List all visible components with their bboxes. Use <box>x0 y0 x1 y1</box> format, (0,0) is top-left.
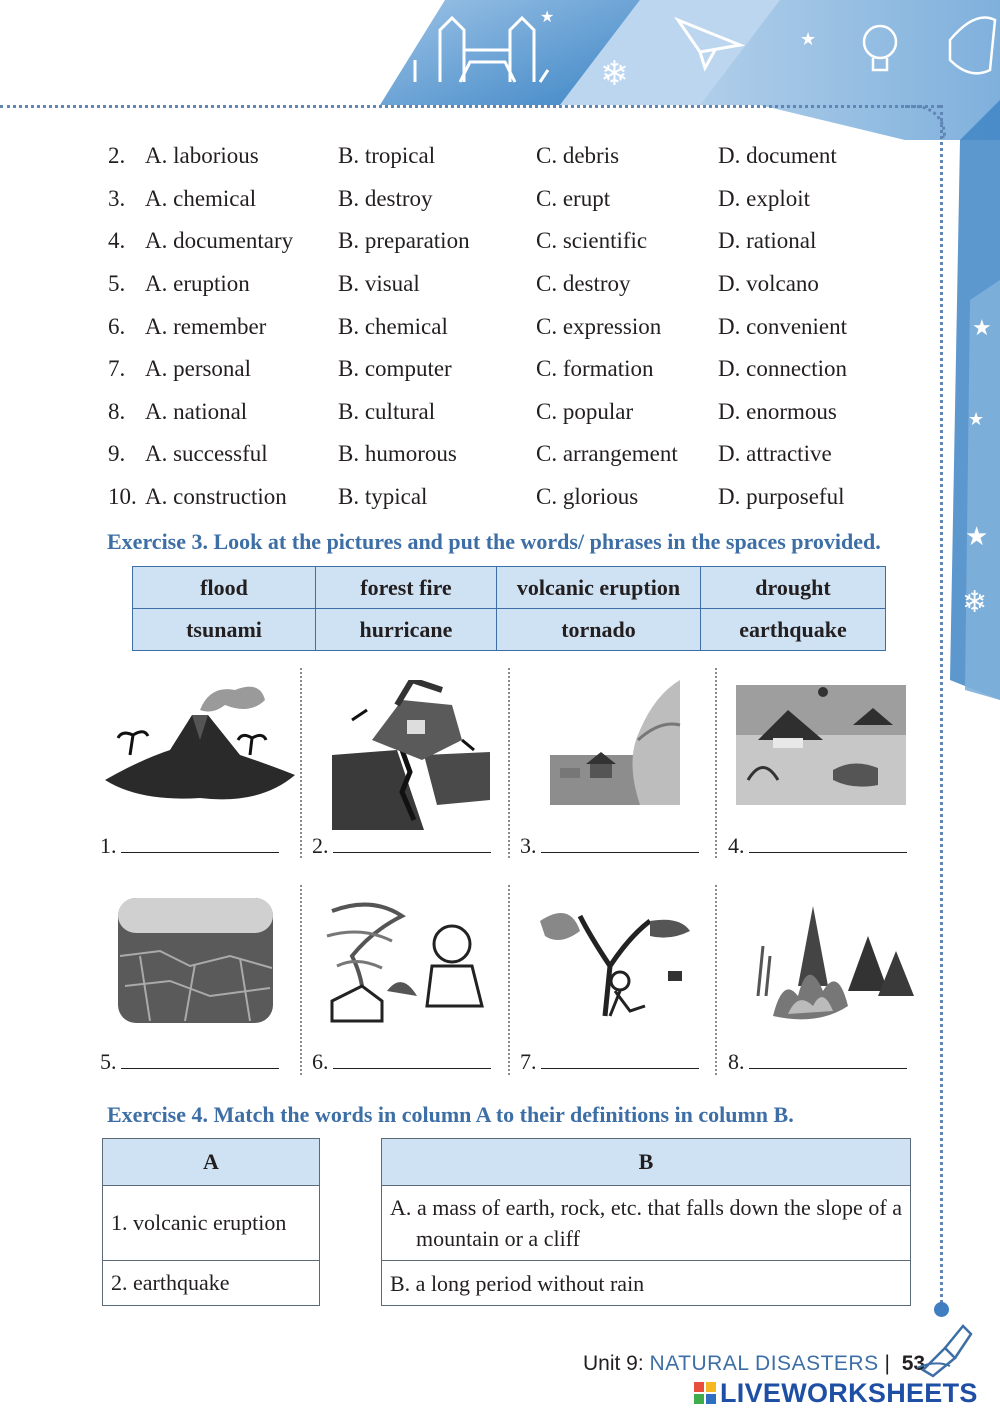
picture-item <box>520 896 720 1096</box>
option-c[interactable]: C. expression <box>536 313 662 339</box>
question-number: 8. <box>108 398 126 424</box>
svg-text:★: ★ <box>800 29 817 50</box>
column-b-table <box>381 1138 911 1306</box>
drought-icon <box>100 896 300 1046</box>
option-d[interactable]: D. document <box>718 143 837 169</box>
option-d[interactable]: D. convenient <box>718 313 848 339</box>
divider-bead <box>934 1302 949 1317</box>
picture-number: 1. <box>100 833 117 858</box>
exercise-4-title: Exercise 4. Match the words in column A to their definitions in column B. <box>107 1102 794 1127</box>
option-c[interactable]: C. destroy <box>536 271 631 297</box>
word-bank-item: drought <box>701 567 886 609</box>
answer-blank[interactable] <box>749 1048 907 1069</box>
answer-blank[interactable] <box>121 832 279 853</box>
svg-text:★: ★ <box>540 7 555 26</box>
picture-item <box>728 680 928 880</box>
column-b-header: B <box>382 1139 911 1186</box>
word-bank-item: earthquake <box>701 609 886 651</box>
unit-label: Unit 9: <box>583 1352 644 1375</box>
word-bank-item: tornado <box>497 609 701 651</box>
option-a[interactable]: A. personal <box>145 356 252 382</box>
question-row <box>108 433 908 476</box>
question-row <box>108 348 908 391</box>
question-row <box>108 391 908 434</box>
question-row <box>108 476 908 519</box>
brand-logo-icon <box>694 1382 716 1404</box>
divider-line <box>0 105 940 108</box>
option-b[interactable]: B. preparation <box>338 228 470 254</box>
earthquake-icon <box>312 680 512 830</box>
word-bank-item: volcanic eruption <box>497 567 701 609</box>
option-b[interactable]: B. visual <box>338 271 420 297</box>
option-d[interactable]: D. connection <box>718 356 848 382</box>
option-c[interactable]: C. erupt <box>536 185 611 211</box>
answer-blank[interactable] <box>541 832 699 853</box>
option-a[interactable]: A. documentary <box>145 228 294 254</box>
option-c[interactable]: C. scientific <box>536 228 648 254</box>
option-b[interactable]: B. typical <box>338 484 428 510</box>
option-c[interactable]: C. arrangement <box>536 441 678 467</box>
unit-topic: NATURAL DISASTERS <box>649 1352 879 1375</box>
picture-item <box>520 680 720 880</box>
word-bank-item: hurricane <box>316 609 497 651</box>
option-a[interactable]: A. remember <box>145 313 267 339</box>
question-number: 7. <box>108 356 126 382</box>
question-row <box>108 178 908 221</box>
option-b[interactable]: B. computer <box>338 356 452 382</box>
picture-number: 7. <box>520 1049 537 1074</box>
svg-text:★: ★ <box>968 409 985 430</box>
option-b[interactable]: B. tropical <box>338 143 436 169</box>
option-c[interactable]: C. debris <box>536 143 620 169</box>
exercise-2-list <box>108 135 908 518</box>
question-number: 5. <box>108 271 126 297</box>
column-b-item[interactable]: B. a long period without rain <box>390 1270 645 1296</box>
question-number: 3. <box>108 185 126 211</box>
picture-item <box>312 680 512 880</box>
page-footer: Unit 9: NATURAL DISASTERS | 53 <box>583 1352 926 1375</box>
column-a-item[interactable]: 1. volcanic eruption <box>103 1186 320 1261</box>
volcano-icon <box>100 680 300 830</box>
column-a-table <box>102 1138 320 1306</box>
column-b-item[interactable]: A. a mass of earth, rock, etc. that falls down the slope of a mountain or a cliff <box>390 1195 902 1251</box>
hurricane-icon <box>520 896 720 1046</box>
picture-number: 4. <box>728 833 745 858</box>
svg-text:★: ★ <box>972 316 992 341</box>
option-d[interactable]: D. volcano <box>718 271 819 297</box>
option-a[interactable]: A. national <box>145 398 248 424</box>
answer-blank[interactable] <box>333 1048 491 1069</box>
picture-number: 8. <box>728 1049 745 1074</box>
svg-text:❄: ❄ <box>962 585 988 620</box>
option-a[interactable]: A. chemical <box>145 185 257 211</box>
picture-separator <box>300 668 302 858</box>
option-d[interactable]: D. rational <box>718 228 817 254</box>
word-bank-item: flood <box>133 567 316 609</box>
option-a[interactable]: A. successful <box>145 441 268 467</box>
page-number: 53 <box>901 1352 926 1375</box>
tornado-icon <box>312 896 512 1046</box>
picture-item <box>728 896 928 1096</box>
svg-text:★: ★ <box>965 522 989 552</box>
question-row <box>108 220 908 263</box>
question-number: 10. <box>108 484 137 510</box>
option-d[interactable]: D. attractive <box>718 441 832 467</box>
brand-watermark <box>694 1378 978 1408</box>
question-number: 4. <box>108 228 126 254</box>
pen-icon <box>915 1318 975 1378</box>
word-bank-item: tsunami <box>133 609 316 651</box>
option-a[interactable]: A. construction <box>145 484 287 510</box>
question-row <box>108 135 908 178</box>
option-d[interactable]: D. exploit <box>718 185 810 211</box>
answer-blank[interactable] <box>541 1048 699 1069</box>
option-b[interactable]: B. humorous <box>338 441 457 467</box>
picture-number: 5. <box>100 1049 117 1074</box>
question-row <box>108 305 908 348</box>
question-row <box>108 263 908 306</box>
flood-icon <box>728 680 928 830</box>
picture-number: 2. <box>312 833 329 858</box>
question-number: 2. <box>108 143 126 169</box>
column-a-item[interactable]: 2. earthquake <box>103 1261 320 1306</box>
word-bank-item: forest fire <box>316 567 497 609</box>
option-a[interactable]: A. eruption <box>145 271 250 297</box>
word-bank-table <box>132 566 886 651</box>
option-c[interactable]: C. formation <box>536 356 654 382</box>
picture-number: 6. <box>312 1049 329 1074</box>
option-d[interactable]: D. enormous <box>718 398 837 424</box>
brand-name: LIVEWORKSHEETS <box>720 1377 978 1408</box>
answer-blank[interactable] <box>749 832 907 853</box>
exercise-3-title: Exercise 3. Look at the pictures and put the words/ phrases in the spaces provided. <box>107 529 881 554</box>
header-decoration <box>0 0 1000 140</box>
divider-vertical <box>940 105 943 1315</box>
forest-fire-icon <box>728 896 928 1046</box>
option-a[interactable]: A. laborious <box>145 143 259 169</box>
option-d[interactable]: D. purposeful <box>718 484 845 510</box>
picture-number: 3. <box>520 833 537 858</box>
option-c[interactable]: C. popular <box>536 398 634 424</box>
option-b[interactable]: B. chemical <box>338 313 448 339</box>
picture-item <box>312 896 512 1096</box>
question-number: 6. <box>108 313 126 339</box>
option-c[interactable]: C. glorious <box>536 484 639 510</box>
option-b[interactable]: B. cultural <box>338 398 436 424</box>
column-a-header: A <box>103 1139 320 1186</box>
answer-blank[interactable] <box>333 832 491 853</box>
option-b[interactable]: B. destroy <box>338 185 433 211</box>
svg-text:❄: ❄ <box>600 54 629 94</box>
picture-item <box>100 896 300 1096</box>
answer-blank[interactable] <box>121 1048 279 1069</box>
picture-separator <box>300 885 302 1075</box>
picture-item <box>100 680 300 880</box>
question-number: 9. <box>108 441 126 467</box>
tsunami-icon <box>520 680 720 830</box>
